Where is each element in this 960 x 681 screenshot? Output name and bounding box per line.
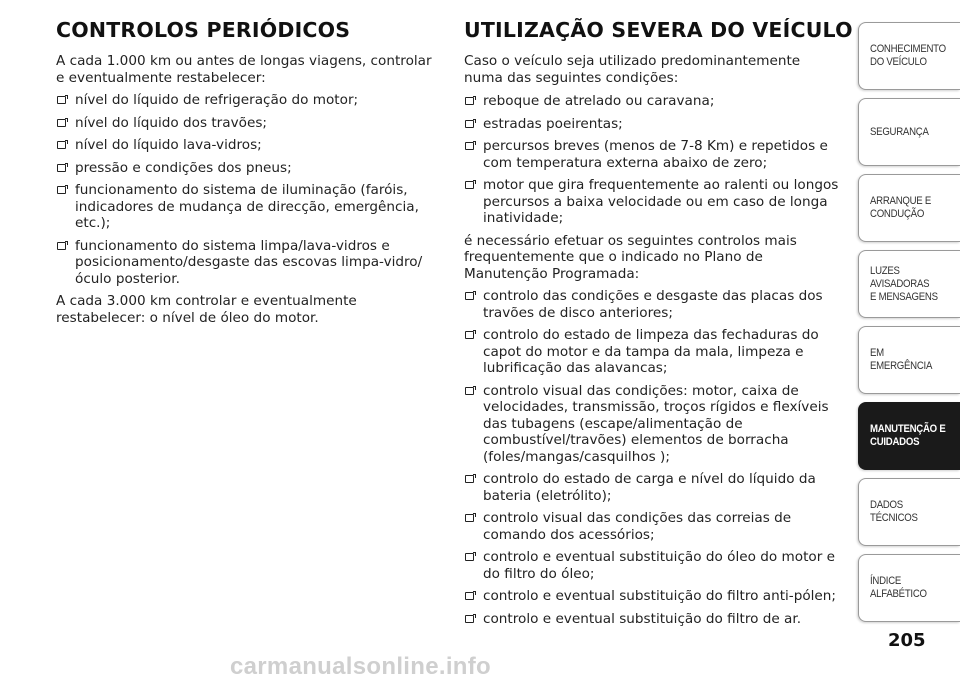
- tab-arranque-e-conducao[interactable]: ARRANQUE E CONDUÇÃO: [858, 174, 960, 242]
- left-column: [56, 18, 440, 332]
- watermark: carmanualsonline.info: [230, 653, 492, 680]
- checkbox-icon: [465, 592, 474, 600]
- checkbox-icon: [465, 142, 474, 150]
- section-title-severe-use: UTILIZAÇÃO SEVERA DO VEÍCULO: [464, 18, 853, 42]
- checkbox-icon: [465, 120, 474, 128]
- checkbox-icon: [57, 164, 66, 172]
- severe-conditions-list: [464, 93, 842, 227]
- tab-em-emergencia[interactable]: EM EMERGÊNCIA: [858, 326, 960, 394]
- checkbox-icon: [465, 514, 474, 522]
- list-item: reboque de atrelado ou caravana;: [464, 93, 842, 110]
- checkbox-icon: [57, 141, 66, 149]
- list-item: motor que gira frequentemente ao ralenti ou longos percursos a baixa velocidade ou em caso de longa inatividade;: [464, 177, 842, 227]
- checkbox-icon: [465, 97, 474, 105]
- tab-luzes-avisadoras[interactable]: LUZES AVISADORAS E MENSAGENS: [858, 250, 960, 318]
- checkbox-icon: [465, 181, 474, 189]
- list-item: controlo do estado de carga e nível do líquido da bateria (eletrólito);: [464, 471, 842, 504]
- checkbox-icon: [57, 119, 66, 127]
- severe-use-middle: é necessário efetuar os seguintes controlos mais frequentemente que o indicado no Plano de Manutenção Programada:: [464, 232, 797, 282]
- list-item: nível do líquido dos travões;: [56, 115, 440, 132]
- list-item: estradas poeirentas;: [464, 116, 842, 133]
- checkbox-icon: [57, 186, 66, 194]
- periodic-checks-list: [56, 92, 440, 287]
- list-item: controlo visual das condições das correias de comando dos acessórios;: [464, 510, 842, 543]
- page-number: 205: [888, 630, 926, 651]
- chapter-tabs: [858, 22, 960, 630]
- checkbox-icon: [465, 615, 474, 623]
- tab-conhecimento-do-veiculo[interactable]: CONHECIMENTO DO VEÍCULO: [858, 22, 960, 90]
- checkbox-icon: [57, 242, 66, 250]
- checkbox-icon: [465, 475, 474, 483]
- checkbox-icon: [465, 331, 474, 339]
- checkbox-icon: [465, 553, 474, 561]
- list-item: controlo e eventual substituição do filtro anti-pólen;: [464, 588, 842, 605]
- list-item: pressão e condições dos pneus;: [56, 160, 440, 177]
- list-item: controlo das condições e desgaste das placas dos travões de disco anteriores;: [464, 288, 842, 321]
- frequent-checks-list: [464, 288, 842, 627]
- list-item: controlo e eventual substituição do filtro de ar.: [464, 611, 842, 628]
- list-item: controlo do estado de limpeza das fechaduras do capot do motor e da tampa da mala, limpeza e lubrificação das alavancas;: [464, 327, 842, 377]
- severe-use-intro: Caso o veículo seja utilizado predominantemente numa das seguintes condições:: [464, 53, 801, 86]
- right-column: [464, 18, 853, 633]
- list-item: nível do líquido de refrigeração do motor;: [56, 92, 440, 109]
- periodic-intro: A cada 1.000 km ou antes de longas viagens, controlar e eventualmente restabelecer:: [56, 53, 432, 86]
- list-item: funcionamento do sistema de iluminação (faróis, indicadores de mudança de direcção, emergência, etc.);: [56, 182, 440, 232]
- checkbox-icon: [57, 96, 66, 104]
- checkbox-icon: [465, 387, 474, 395]
- list-item: percursos breves (menos de 7-8 Km) e repetidos e com temperatura externa abaixo de zero;: [464, 138, 842, 171]
- tab-dados-tecnicos[interactable]: DADOS TÉCNICOS: [858, 478, 960, 546]
- list-item: funcionamento do sistema limpa/lava-vidros e posicionamento/desgaste das escovas limpa-vidro/óculo posterior.: [56, 238, 440, 288]
- tab-indice-alfabetico[interactable]: ÍNDICE ALFABÉTICO: [858, 554, 960, 622]
- periodic-outro: A cada 3.000 km controlar e eventualmente restabelecer: o nível de óleo do motor.: [56, 293, 357, 326]
- list-item: controlo visual das condições: motor, caixa de velocidades, transmissão, troços rígidos e flexíveis das tubagens (escape/alimentação de combustível/travões) elementos de borracha (foles/mangas/casquilhos );: [464, 383, 842, 466]
- tab-manutencao-e-cuidados[interactable]: MANUTENÇÃO E CUIDADOS: [858, 402, 960, 470]
- list-item: controlo e eventual substituição do óleo do motor e do filtro do óleo;: [464, 549, 842, 582]
- list-item: nível do líquido lava-vidros;: [56, 137, 440, 154]
- checkbox-icon: [465, 292, 474, 300]
- tab-seguranca[interactable]: SEGURANÇA: [858, 98, 960, 166]
- section-title-periodic-checks: CONTROLOS PERIÓDICOS: [56, 18, 351, 42]
